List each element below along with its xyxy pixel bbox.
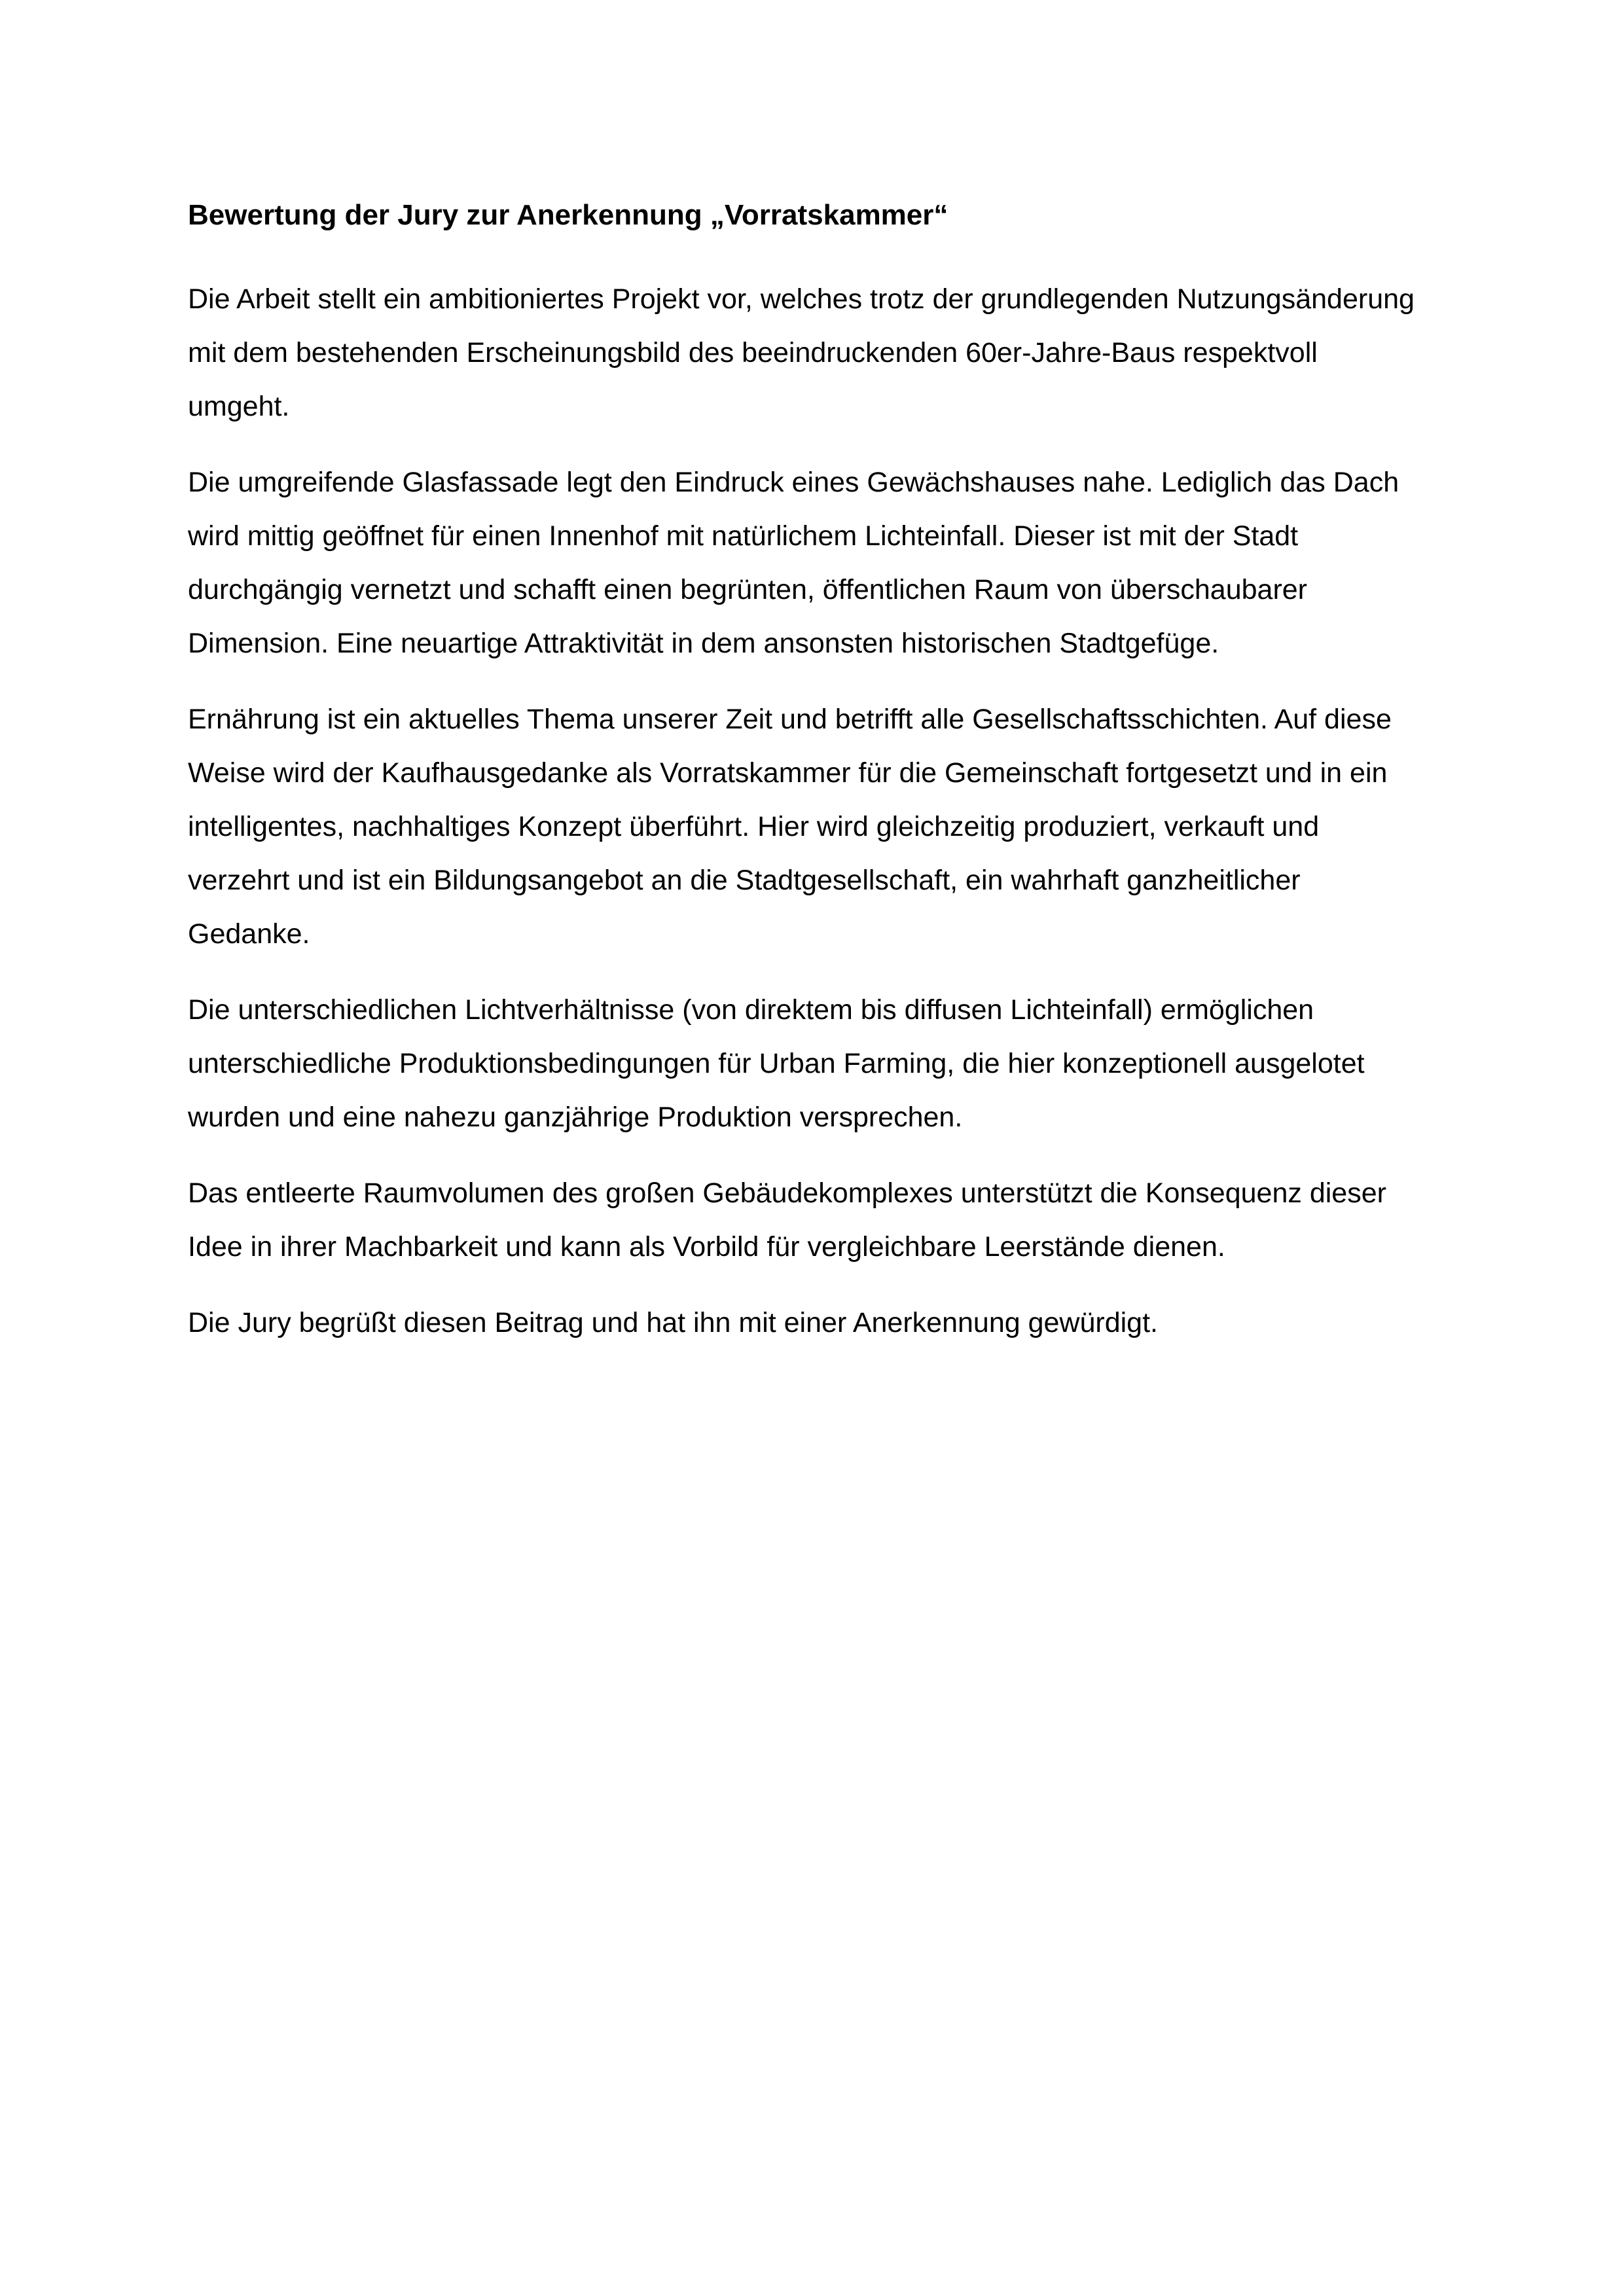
paragraph-raumvolumen: Das entleerte Raumvolumen des großen Gebäudekomplexes unterstützt die Konsequenz dieser Idee in ihrer Machbarkeit und kann als Vorbild für vergleichbare Leerstände dienen. bbox=[188, 1177, 1386, 1263]
paragraph-lichtverhaeltnisse: Die unterschiedlichen Lichtverhältnisse (von direktem bis diffusen Lichteinfall) ermöglichen unterschiedliche Produktionsbedingungen für Urban Farming, die hier konzeptionell ausgelotet wurden und eine nahezu ganzjährige Produktion versprechen. bbox=[188, 994, 1365, 1133]
paragraph-ernaehrung: Ernährung ist ein aktuelles Thema unserer Zeit und betrifft alle Gesellschaftsschichten. Auf diese Weise wird der Kaufhausgedanke als Vorratskammer für die Gemeinschaft fortgesetzt und in ein intelligentes, nachhaltiges Konzept überführt. Hier wird gleichzeitig produziert, verkauft und verzehrt und ist ein Bildungsangebot an die Stadtgesellschaft, ein wahrhaft ganzheitlicher Gedanke. bbox=[188, 704, 1392, 950]
paragraph-jury-schluss: Die Jury begrüßt diesen Beitrag und hat ihn mit einer Anerkennung gewürdigt. bbox=[188, 1307, 1158, 1338]
document-title: Bewertung der Jury zur Anerkennung „Vorratskammer“ bbox=[188, 199, 948, 231]
paragraph-glasfassade: Die umgreifende Glasfassade legt den Eindruck eines Gewächshauses nahe. Lediglich das Dach wird mittig geöffnet für einen Innenhof mit natürlichem Lichteinfall. Dieser ist mit der Stadt durchgängig vernetzt und schafft einen begrünten, öffentlichen Raum von überschaubarer Dimension. Eine neuartige Attraktivität in dem ansonsten historischen Stadtgefüge. bbox=[188, 467, 1399, 659]
paragraph-intro: Die Arbeit stellt ein ambitioniertes Projekt vor, welches trotz der grundlegenden Nutzungsänderung mit dem bestehenden Erscheinungsbild des beeindruckenden 60er-Jahre-Baus respektvoll umgeht. bbox=[188, 283, 1415, 422]
